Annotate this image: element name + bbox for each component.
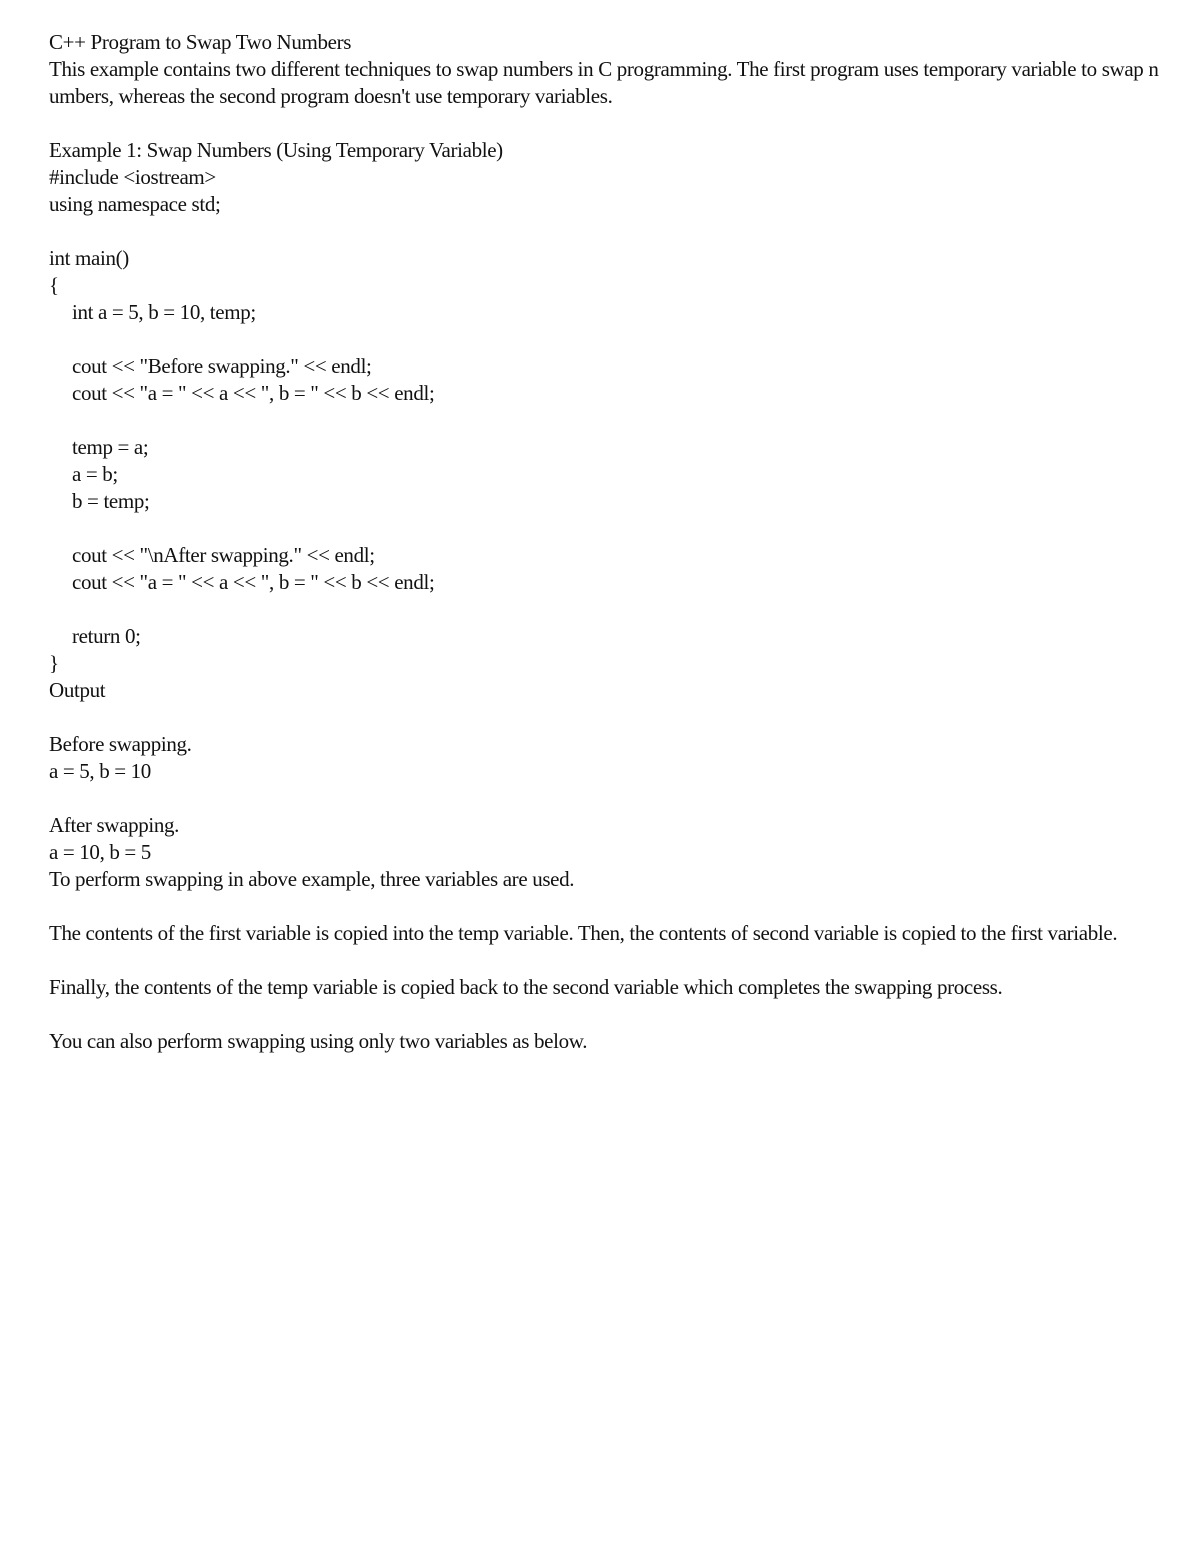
spacer (49, 326, 1159, 353)
example-heading: Example 1: Swap Numbers (Using Temporary Variable) (49, 138, 503, 162)
intro-paragraph: This example contains two different techniques to swap numbers in C programming. The first program uses temporary variable to swap numbers, whereas the second program doesn't use temporary variables. (49, 57, 1159, 108)
output-label: Output (49, 678, 106, 702)
explanation-paragraph-4: You can also perform swapping using only two variables as below. (49, 1029, 588, 1053)
spacer (49, 947, 1159, 974)
document-title: C++ Program to Swap Two Numbers (49, 30, 352, 54)
explanation-paragraph-2: The contents of the first variable is copied into the temp variable. Then, the contents of second variable is copied to the first variable. (49, 921, 1118, 945)
code-main-signature: int main() (49, 246, 129, 270)
code-include: #include <iostream> (49, 165, 216, 189)
code-close-brace: } (49, 651, 59, 675)
code-assign-b: b = temp; (72, 489, 150, 513)
explanation-paragraph-3: Finally, the contents of the temp variable is copied back to the second variable which completes the swapping process. (49, 975, 1003, 999)
output-before-label: Before swapping. (49, 732, 192, 756)
spacer (49, 785, 1159, 812)
spacer (49, 515, 1159, 542)
spacer (49, 407, 1159, 434)
spacer (49, 596, 1159, 623)
code-declaration: int a = 5, b = 10, temp; (72, 300, 256, 324)
code-cout-values-2: cout << "a = " << a << ", b = " << b << endl; (72, 570, 435, 594)
explanation-paragraph-1: To perform swapping in above example, three variables are used. (49, 867, 575, 891)
code-assign-a: a = b; (72, 462, 118, 486)
document-page (49, 29, 1159, 1055)
output-after-label: After swapping. (49, 813, 180, 837)
spacer (49, 1001, 1159, 1028)
output-before-values: a = 5, b = 10 (49, 759, 151, 783)
code-using: using namespace std; (49, 192, 221, 216)
spacer (49, 893, 1159, 920)
spacer (49, 218, 1159, 245)
output-after-values: a = 10, b = 5 (49, 840, 151, 864)
spacer (49, 110, 1159, 137)
spacer (49, 704, 1159, 731)
code-cout-after: cout << "\nAfter swapping." << endl; (72, 543, 375, 567)
code-assign-temp: temp = a; (72, 435, 149, 459)
code-cout-values-1: cout << "a = " << a << ", b = " << b << endl; (72, 381, 435, 405)
code-return: return 0; (72, 624, 141, 648)
code-open-brace: { (49, 273, 59, 297)
code-cout-before: cout << "Before swapping." << endl; (72, 354, 372, 378)
